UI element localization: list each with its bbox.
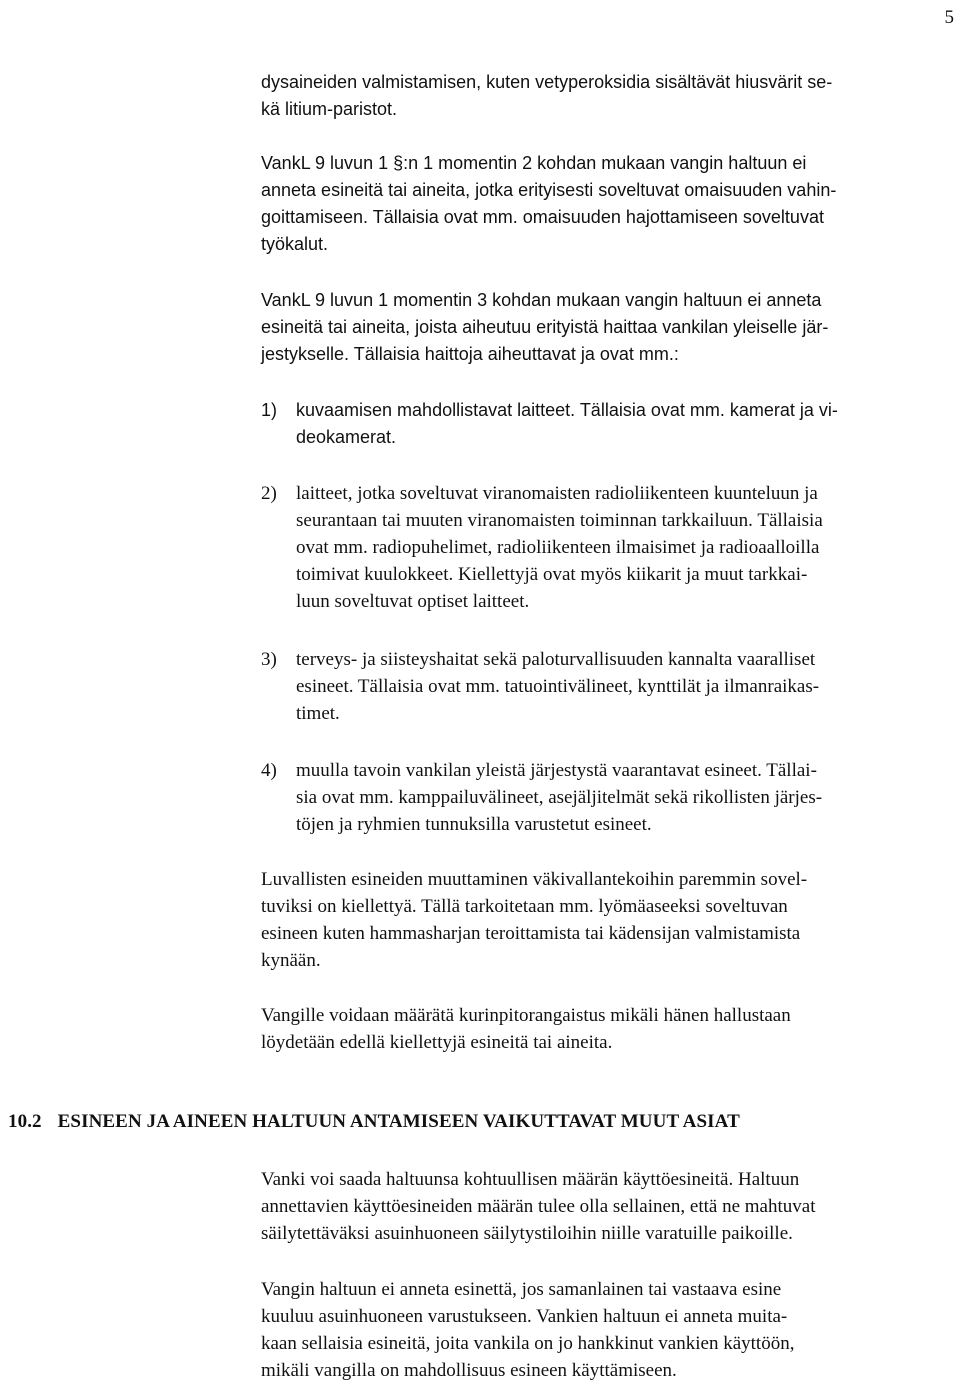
paragraph-7: [261, 1276, 953, 1384]
text-line: muulla tavoin vankilan yleistä järjestystä vaarantavat esineet. Tällai-: [296, 760, 817, 781]
list-item-text: [296, 757, 953, 838]
text-line: anneta esineitä tai aineita, jotka erityisesti soveltuvat omaisuuden vahin-: [261, 180, 837, 200]
page-number: 5: [944, 7, 954, 28]
text-line: esineitä tai aineita, joista aiheutuu erityistä haittaa vankilan yleiselle jär-: [261, 317, 829, 337]
paragraph-2: [261, 150, 953, 258]
text-line: annettavien käyttöesineiden määrän tulee olla sellainen, että ne mahtuvat: [261, 1196, 816, 1217]
list-item-number: 2): [261, 483, 277, 504]
text-line: tuviksi on kiellettyä. Tällä tarkoitetaan mm. lyömäaseeksi soveltuvan: [261, 896, 788, 917]
text-line: goittamiseen. Tällaisia ovat mm. omaisuuden hajottamiseen soveltuvat: [261, 207, 824, 227]
paragraph-6: [261, 1166, 953, 1247]
text-line: kaan sellaisia esineitä, joita vankila on jo hankkinut vankien käyttöön,: [261, 1333, 795, 1354]
text-line: toimivat kuulokkeet. Kiellettyjä ovat myös kiikarit ja muut tarkkai-: [296, 564, 808, 585]
list-item-number: 1): [261, 400, 278, 420]
text-line: esineet. Tällaisia ovat mm. tatuointivälineet, kynttilät ja ilmanraikas-: [296, 676, 820, 697]
text-line: Vanki voi saada haltuunsa kohtuullisen määrän käyttöesineitä. Haltuun: [261, 1169, 800, 1190]
text-line: esineen kuten hammasharjan teroittamista tai kädensijan valmistamista: [261, 923, 801, 944]
section-heading: [8, 1108, 953, 1135]
list-item-text: [296, 397, 953, 451]
text-line: töjen ja ryhmien tunnuksilla varustetut esineet.: [296, 814, 652, 835]
text-line: kuvaamisen mahdollistavat laitteet. Tällaisia ovat mm. kamerat ja vi-: [296, 400, 838, 420]
paragraph-3: [261, 287, 953, 368]
list-item: [261, 757, 953, 838]
list-item-text: [296, 646, 953, 727]
paragraph-1: [261, 69, 953, 123]
text-line: luun soveltuvat optiset laitteet.: [296, 591, 530, 612]
paragraph-5: [261, 1002, 953, 1056]
text-line: mikäli vangilla on mahdollisuus esineen käyttämiseen.: [261, 1360, 677, 1381]
list-item: [261, 397, 953, 451]
text-line: VankL 9 luvun 1 §:n 1 momentin 2 kohdan mukaan vangin haltuun ei: [261, 153, 807, 173]
text-line: kä litium-paristot.: [261, 99, 398, 119]
text-line: dysaineiden valmistamisen, kuten vetyperoksidia sisältävät hiusvärit se-: [261, 72, 833, 92]
text-line: Luvallisten esineiden muuttaminen väkivallantekoihin paremmin sovel-: [261, 869, 808, 890]
text-line: sia ovat mm. kamppailuvälineet, asejäljitelmät sekä rikollisten järjes-: [296, 787, 823, 808]
text-line: löydetään edellä kiellettyjä esineitä tai aineita.: [261, 1032, 613, 1053]
text-line: Vangille voidaan määrätä kurinpitorangaistus mikäli hänen hallustaan: [261, 1005, 791, 1026]
text-line: ovat mm. radiopuhelimet, radioliikenteen ilmaisimet ja radioaalloilla: [296, 537, 820, 558]
text-line: timet.: [296, 703, 340, 724]
list-item-number: 3): [261, 649, 277, 670]
text-line: kynään.: [261, 950, 321, 971]
list-item: [261, 646, 953, 727]
list-item-text: [296, 480, 953, 615]
list-item-number: 4): [261, 760, 277, 781]
text-line: seurantaan tai muuten viranomaisten toiminnan tarkkailuun. Tällaisia: [296, 510, 823, 531]
text-line: deokamerat.: [296, 427, 397, 447]
text-line: kuuluu asuinhuoneen varustukseen. Vankien haltuun ei anneta muita-: [261, 1306, 788, 1327]
text-line: terveys- ja siisteyshaitat sekä paloturvallisuuden kannalta vaaralliset: [296, 649, 816, 670]
text-line: VankL 9 luvun 1 momentin 3 kohdan mukaan vangin haltuun ei anneta: [261, 290, 822, 310]
text-line: Vangin haltuun ei anneta esinettä, jos samanlainen tai vastaava esine: [261, 1279, 782, 1300]
text-line: jestykselle. Tällaisia haittoja aiheuttavat ja ovat mm.:: [261, 344, 679, 364]
list-item: [261, 480, 953, 615]
section-number: 10.2: [8, 1111, 42, 1132]
text-line: laitteet, jotka soveltuvat viranomaisten radioliikenteen kuunteluun ja: [296, 483, 818, 504]
text-line: säilytettäväksi asuinhuoneen säilytystiloihin niille varatuille paikoille.: [261, 1223, 793, 1244]
section-title: ESINEEN JA AINEEN HALTUUN ANTAMISEEN VAIKUTTAVAT MUUT ASIAT: [57, 1111, 740, 1132]
paragraph-4: [261, 866, 953, 974]
text-line: työkalut.: [261, 234, 329, 254]
